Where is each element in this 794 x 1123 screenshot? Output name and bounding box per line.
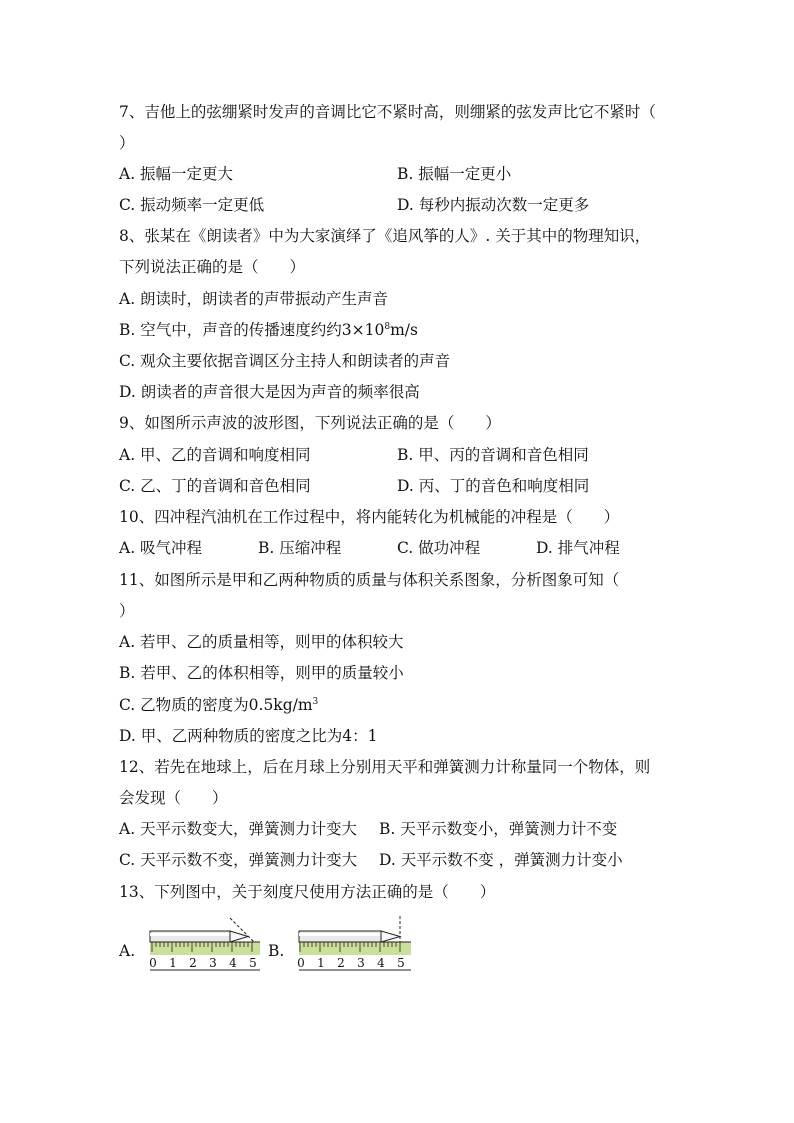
q10-option-c: C. 做功冲程 — [397, 539, 481, 557]
pencil-tip-b — [381, 931, 400, 942]
ruler-band-a — [150, 942, 260, 955]
tick-label-b: 3 — [357, 956, 365, 970]
q11-option-d: D. 甲、乙两种物质的密度之比为4：1 — [119, 727, 378, 745]
q11-stem-line1: 11、如图所示是甲和乙两种物质的质量与体积关系图象，分析图象可知（ — [119, 571, 620, 589]
q7-stem-line1: 7、吉他上的弦绷紧时发声的音调比它不紧时高，则绷紧的弦发声比它不紧时（ — [119, 103, 656, 121]
tick-label-b: 4 — [377, 956, 385, 970]
q8-option-b-exponent: 8 — [384, 321, 391, 332]
q9-option-a: A. 甲、乙的音调和响度相同 — [119, 446, 311, 464]
tick-label-a: 5 — [249, 956, 257, 970]
q12-option-b: B. 天平示数变小，弹簧测力计不变 — [379, 820, 618, 838]
tick-label-a: 1 — [169, 956, 177, 970]
ruler-figure-a — [148, 912, 268, 978]
q13-option-a-label: A. — [119, 942, 136, 960]
q11-option-a: A. 若甲、乙的质量相等，则甲的体积较大 — [119, 633, 404, 651]
q7-option-c: C. 振动频率一定更低 — [119, 196, 265, 214]
q13-option-b-label: B. — [268, 942, 285, 960]
q9-option-c: C. 乙、丁的音调和音色相同 — [119, 477, 311, 495]
q7-option-a: A. 振幅一定更大 — [119, 165, 234, 183]
tick-label-a: 3 — [209, 956, 217, 970]
tick-label-a: 4 — [229, 956, 237, 970]
q11-stem-line2: ） — [119, 602, 135, 620]
q7-option-b: B. 振幅一定更小 — [397, 165, 512, 183]
q9-option-b: B. 甲、丙的音调和音色相同 — [397, 446, 589, 464]
q8-stem-line1: 8、张某在《朗读者》中为大家演绎了《追风筝的人》. 关于其中的物理知识， — [119, 227, 651, 245]
pencil-body-b — [299, 931, 381, 942]
q11-option-c-text: C. 乙物质的密度为0.5kg/m — [119, 696, 313, 714]
q12-option-d: D. 天平示数不变 ，弹簧测力计变小 — [379, 851, 623, 869]
q11-option-c — [119, 695, 318, 715]
q9-stem: 9、如图所示声波的波形图，下列说法正确的是（ ） — [119, 414, 501, 432]
q12-option-a: A. 天平示数变大，弹簧测力计变大 — [119, 820, 358, 838]
q11-option-c-exponent: 3 — [312, 696, 319, 707]
tick-label-b: 0 — [297, 956, 305, 970]
q8-option-b-unit: m/s — [390, 321, 418, 339]
q7-stem-line2: ） — [119, 134, 135, 152]
q10-option-b: B. 压缩冲程 — [258, 539, 342, 557]
ruler-figure-b — [296, 912, 416, 978]
q7-option-d: D. 每秒内振动次数一定更多 — [397, 196, 590, 214]
q9-option-d: D. 丙、丁的音色和响度相同 — [397, 477, 590, 495]
tick-label-b: 5 — [397, 956, 405, 970]
pencil-body-a — [150, 931, 230, 942]
pencil-highlight-a — [150, 933, 230, 936]
q8-option-d: D. 朗读者的声音很大是因为声音的频率很高 — [119, 383, 420, 401]
q13-stem: 13、下列图中，关于刻度尺使用方法正确的是（ ） — [119, 883, 496, 901]
ruler-label-strip-b — [299, 955, 411, 969]
q8-option-b-text: B. 空气中，声音的传播速度约约3×10 — [119, 321, 385, 339]
tick-label-a: 2 — [189, 956, 197, 970]
q11-option-b: B. 若甲、乙的体积相等，则甲的质量较小 — [119, 664, 404, 682]
tick-label-b: 2 — [337, 956, 345, 970]
q10-stem: 10、四冲程汽油机在工作过程中，将内能转化为机械能的冲程是（ ） — [119, 508, 620, 526]
tick-label-b: 1 — [317, 956, 325, 970]
q8-option-b — [119, 320, 418, 340]
q8-option-a: A. 朗读时，朗读者的声带振动产生声音 — [119, 290, 389, 308]
q12-stem-line1: 12、若先在地球上，后在月球上分别用天平和弹簧测力计称量同一个物体，则 — [119, 758, 651, 776]
pencil-highlight-b — [299, 933, 381, 936]
q8-option-c: C. 观众主要依据音调区分主持人和朗读者的声音 — [119, 352, 451, 370]
ruler-label-strip-a — [150, 955, 260, 969]
tick-label-a: 0 — [149, 956, 157, 970]
q10-option-a: A. 吸气冲程 — [119, 539, 203, 557]
q10-option-d: D. 排气冲程 — [536, 539, 620, 557]
q12-option-c: C. 天平示数不变，弹簧测力计变大 — [119, 851, 358, 869]
q12-stem-line2: 会发现（ ） — [119, 789, 228, 807]
q8-stem-line2: 下列说法正确的是（ ） — [119, 258, 306, 276]
